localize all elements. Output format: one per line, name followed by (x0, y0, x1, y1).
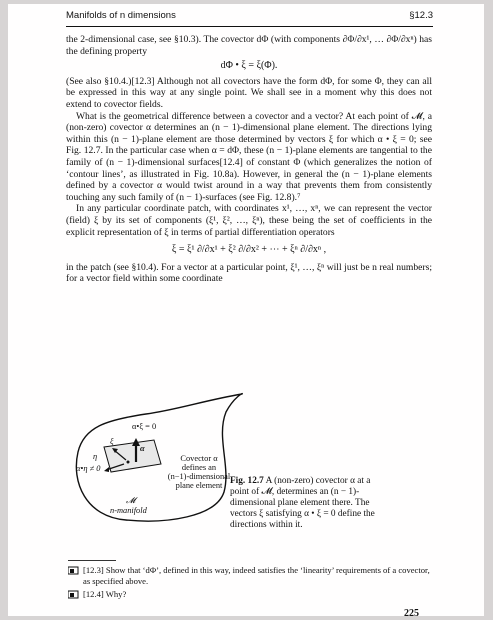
paragraph-1: the 2-dimensional case, see §10.3). The covector dΦ (with components ∂Φ/∂x¹, … ∂Φ/∂xⁿ) has the defining property (66, 34, 432, 57)
footnote-12-4 (68, 589, 434, 602)
footnote-text: [12.3] Show that ‘dΦ’, defined in this way, indeed satisfies the ‘linearity’ requirements of a covector, as specified above. (83, 565, 430, 586)
difficulty-icon (68, 566, 80, 578)
label-eta: η (93, 452, 98, 461)
label-manifold: n-manifold (110, 506, 147, 515)
label-covector: Covector α defines an (n−1)-dimensional plane element (167, 454, 231, 490)
figure-caption (230, 476, 380, 531)
caption-text: A (non-zero) covector α at a point of 𝓜, determines an (n − 1)-dimensional plane element there. The vectors ξ satisfying α • ξ = 0 define the directions within it. (230, 476, 375, 530)
body-text (66, 34, 432, 285)
paragraph-4: In any particular coordinate patch, with coordinates x¹, …, xⁿ, we can represent the vector (field) ξ by its set of components (ξ¹, ξ², …, ξⁿ), these being the set of coefficients in the explicit representation of ξ in terms of partial differentiation operators (66, 203, 432, 238)
difficulty-icon (68, 590, 80, 602)
equation-1: dΦ • ξ = ξ(Φ). (220, 60, 278, 72)
paragraph-5: in the patch (see §10.4). For a vector at a particular point, ξ¹, …, ξⁿ will just be n real numbers; for a vector field within some coordinate (66, 261, 432, 285)
footnote-text: [12.4] Why? (83, 589, 127, 599)
header-section: §12.3 (409, 10, 433, 21)
label-alpha: α (140, 444, 145, 453)
page-number: 225 (404, 608, 419, 619)
footnotes (68, 560, 434, 605)
label-M: 𝓜 (126, 496, 136, 505)
label-xi: ξ (110, 437, 114, 446)
footnote-12-3 (68, 565, 434, 586)
book-page (8, 4, 484, 619)
equation-2: ξ = ξ¹ ∂/∂x¹ + ξ² ∂/∂x² + ⋯ + ξⁿ ∂/∂xⁿ , (171, 244, 327, 256)
paragraph-2: (See also §10.4.)[12.3] Although not all covectors have the form dΦ, for some Φ, they can all be expressed in this way at any single point. We shall see in a moment why this does not extend to covector fields. (66, 75, 432, 110)
paragraph-3: What is the geometrical difference between a covector and a vector? At each point of 𝓜, a (non-zero) covector α determines an (n − 1)-dimensional plane element. The directions lying within this (n − 1)-plane element are those determined by vectors ξ for which α • ξ = 0; see Fig. 12.7. In the particular case when α = dΦ, these (n − 1)-plane elements are tangential to the family of (n − 1)-dimensional surfaces[12.4] of constant Φ (which generalizes the notion of ‘contour lines’, as illustrated in Fig. 10.8a). However, in general the (n − 1)-plane elements defined by a covector α would twist around in a way that prevents them from consistently touching any such family of (n − 1)-surfaces (see Fig. 12.8).⁷ (66, 110, 432, 203)
label-alpha-xi: α•ξ = 0 (132, 422, 157, 431)
label-alpha-eta: α•η ≠ 0 (76, 464, 101, 473)
caption-number: Fig. 12.7 (230, 476, 264, 486)
figure-12-7 (66, 392, 246, 527)
running-header (66, 10, 433, 27)
header-title: Manifolds of n dimensions (66, 10, 176, 21)
